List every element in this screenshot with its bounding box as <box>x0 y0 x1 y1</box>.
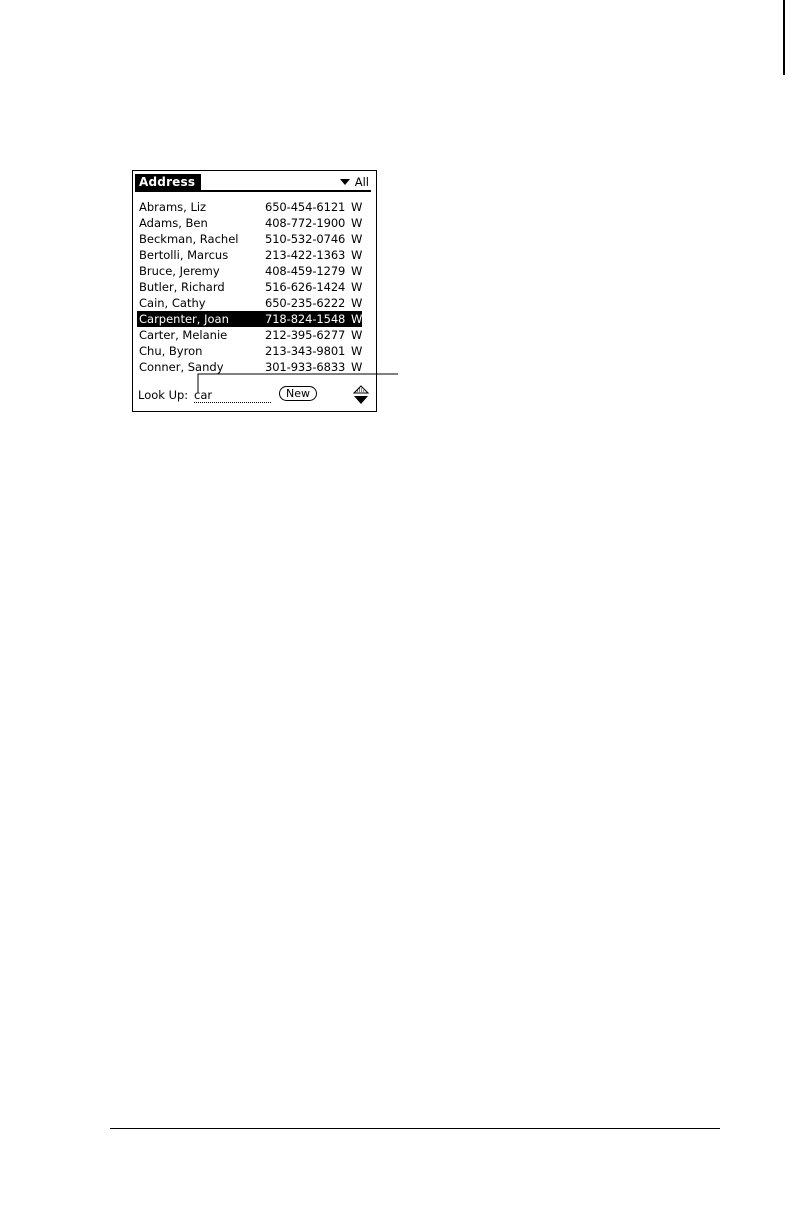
contact-name: Carter, Melanie <box>139 328 228 342</box>
contact-phone-type: W <box>351 344 363 358</box>
contact-phone-type: W <box>351 328 363 342</box>
contact-name: Chu, Byron <box>139 344 203 358</box>
contact-phone: 408-459-1279 <box>265 264 346 278</box>
contact-phone: 510-532-0746 <box>265 232 346 246</box>
contact-phone-type: W <box>351 360 363 374</box>
contact-row[interactable] <box>137 199 362 215</box>
contact-name: Butler, Richard <box>139 280 225 294</box>
title-underline <box>135 190 371 192</box>
contact-phone: 301-933-6833 <box>265 360 346 374</box>
contact-phone: 516-626-1424 <box>265 280 346 294</box>
contact-phone: 408-772-1900 <box>265 216 346 230</box>
contact-list <box>137 199 362 375</box>
contact-name: Beckman, Rachel <box>139 232 239 246</box>
address-list-screen <box>132 170 377 412</box>
bottom-bar <box>137 385 373 405</box>
contact-phone-type: W <box>351 248 363 262</box>
contact-phone: 213-422-1363 <box>265 248 346 262</box>
category-picker[interactable] <box>340 174 369 190</box>
contact-row[interactable] <box>137 215 362 231</box>
contact-row[interactable] <box>137 279 362 295</box>
new-button[interactable]: New <box>279 386 317 401</box>
contact-phone: 650-454-6121 <box>265 200 346 214</box>
contact-name: Adams, Ben <box>139 216 208 230</box>
contact-name: Abrams, Liz <box>139 200 207 214</box>
contact-phone-type: W <box>351 280 363 294</box>
contact-phone: 718-824-1548 <box>265 312 346 326</box>
contact-phone: 212-395-6277 <box>265 328 346 342</box>
contact-row[interactable] <box>137 311 362 327</box>
triangle-down-icon <box>340 179 350 185</box>
contact-row[interactable] <box>137 327 362 343</box>
contact-phone-type: W <box>351 312 363 326</box>
contact-row[interactable] <box>137 359 362 375</box>
contact-phone-type: W <box>351 296 363 310</box>
category-label: All <box>354 175 369 189</box>
contact-phone-type: W <box>351 232 363 246</box>
contact-row[interactable] <box>137 295 362 311</box>
contact-phone-type: W <box>351 200 363 214</box>
contact-name: Bertolli, Marcus <box>139 248 229 262</box>
page-cut-line <box>783 0 785 75</box>
scroll-arrows-icon[interactable] <box>353 385 369 405</box>
contact-phone: 650-235-6222 <box>265 296 346 310</box>
contact-name: Cain, Cathy <box>139 296 206 310</box>
title-bar <box>135 174 371 192</box>
contact-row[interactable] <box>137 343 362 359</box>
contact-name: Carpenter, Joan <box>139 312 229 326</box>
contact-phone-type: W <box>351 216 363 230</box>
scroll-down-arrow-icon[interactable] <box>354 396 368 404</box>
contact-row[interactable] <box>137 247 362 263</box>
contact-name: Bruce, Jeremy <box>139 264 220 278</box>
contact-row[interactable] <box>137 263 362 279</box>
footer-rule <box>110 1128 720 1129</box>
lookup-input[interactable] <box>194 387 271 403</box>
contact-phone-type: W <box>351 264 363 278</box>
contact-phone: 213-343-9801 <box>265 344 346 358</box>
contact-row[interactable] <box>137 231 362 247</box>
app-title[interactable]: Address <box>135 174 201 190</box>
lookup-label: Look Up: <box>138 388 189 402</box>
contact-name: Conner, Sandy <box>139 360 224 374</box>
scroll-up-arrow-icon[interactable] <box>354 386 368 393</box>
